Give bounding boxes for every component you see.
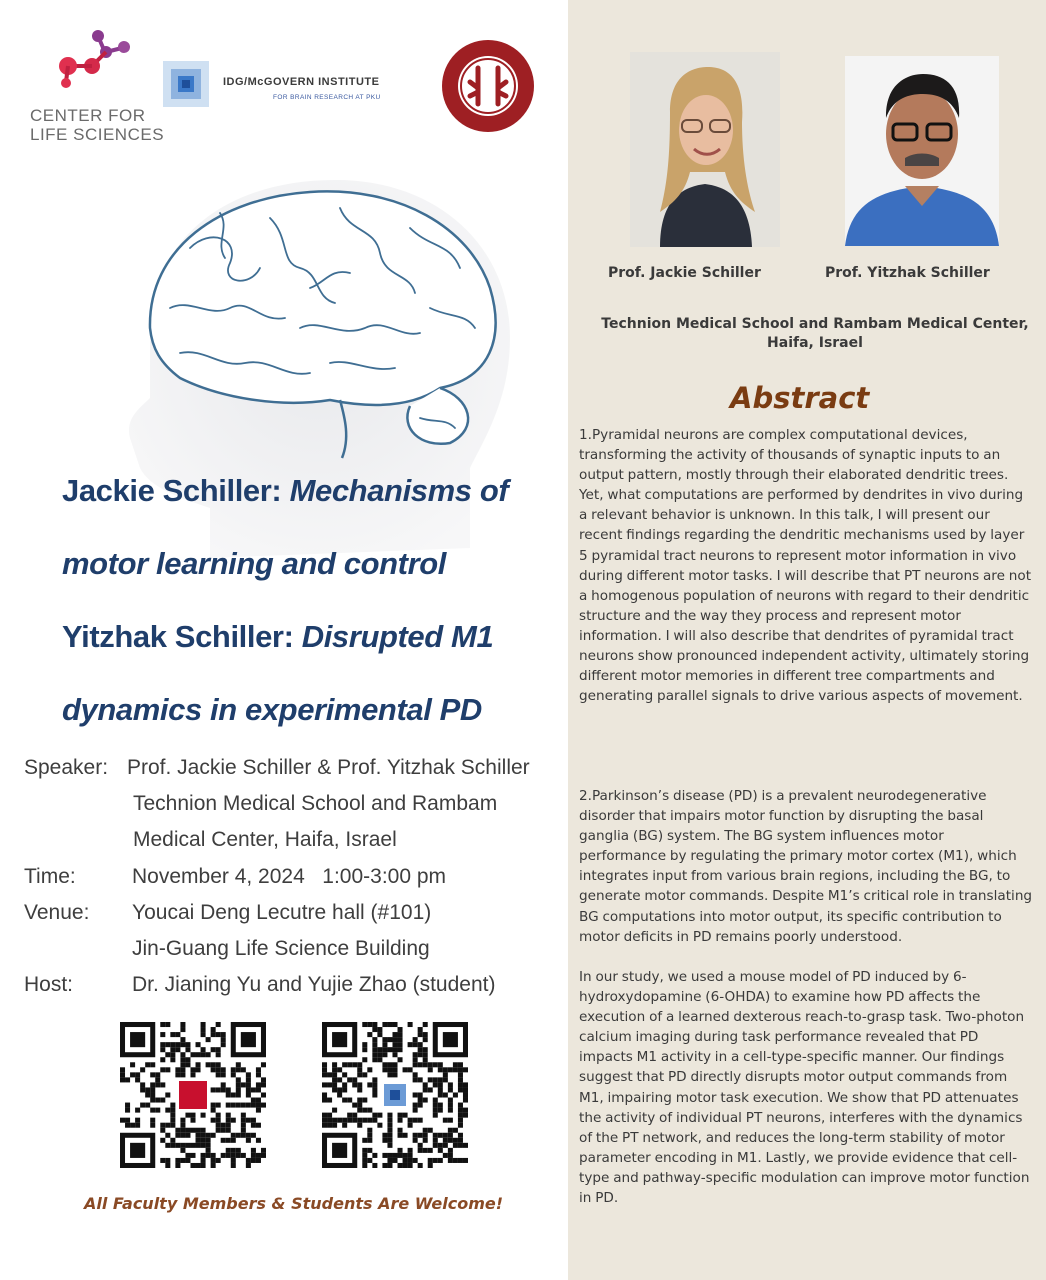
- title-topic-1a: Mechanisms of: [289, 473, 509, 508]
- speaker-name-1: Prof. Jackie Schiller: [608, 265, 761, 281]
- title-topic-2b: dynamics in experimental PD: [62, 692, 482, 727]
- venue-value-1: Youcai Deng Lecutre hall (#101): [132, 901, 432, 924]
- title-speaker-2: Yitzhak Schiller:: [62, 619, 302, 654]
- speaker-affil-2: Medical Center, Haifa, Israel: [133, 828, 397, 851]
- title-topic-1b: motor learning and control: [62, 546, 447, 581]
- speaker-name-2: Prof. Yitzhak Schiller: [825, 265, 990, 281]
- qr-code-idg[interactable]: [322, 1022, 468, 1168]
- time-label: Time:: [24, 865, 76, 888]
- host-label: Host:: [24, 973, 74, 996]
- venue-label: Venue:: [24, 901, 90, 924]
- abstract-paragraph-1: 1.Pyramidal neurons are complex computational devices, transforming the activity of thousands of synaptic inputs to an output pattern, mostly through their elaborated dendritic trees. Yet, what computations are performed by dendrites in vivo during a relevant behavior is unknown. In this talk, I will present our recent findings regarding the dendritic mechanisms used by layer 5 pyramidal tract neurons to represent motor information in vivo during different motor tasks. I will describe that PT neurons are not a homogenous population of neurons with regard to their dendritic structure and the way they process and represent motor information. I will also describe that dendrites of pyramidal tract neurons show pronounced independent activity, ultimately storing different motor memories in different tree compartments and generating parallel signals to drive various aspects of movement.: [579, 427, 1032, 705]
- title-speaker-1: Jackie Schiller:: [62, 473, 290, 508]
- qr-cls-center-icon: [176, 1078, 210, 1112]
- cls-line1: CENTER FOR: [30, 106, 146, 125]
- host-value: Dr. Jianing Yu and Yujie Zhao (student): [132, 973, 496, 996]
- idg-name: IDG/McGOVERN INSTITUTE: [223, 76, 380, 88]
- qr-code-cls[interactable]: [120, 1022, 266, 1168]
- qr-idg-center-icon: [380, 1080, 410, 1110]
- idg-square-icon: [163, 61, 209, 107]
- speaker-affil-1: Technion Medical School and Rambam: [133, 792, 498, 815]
- idg-subtitle: FOR BRAIN RESEARCH AT PKU: [273, 94, 381, 101]
- title-line-4: [62, 692, 482, 728]
- title-line-2: [62, 546, 446, 582]
- abstract-paragraph-3: In our study, we used a mouse model of PD induced by 6-hydroxydopamine (6-OHDA) to examine how PD affects the execution of a learned dexterous reach-to-grasp task. Two-photon calcium imaging during task performance revealed that PD impacts M1 activity in a cell-type-specific manner. Our findings suggest that PD directly disrupts motor output commands from M1, impairing motor task execution. We show that PD attenuates the activity of individual PT neurons, interferes with the dynamics of the PT network, and reduces the long-term stability of motor parameter encoding in M1. Lastly, we provide evidence that cell-type and pathway-specific modulation can improve motor function in PD.: [579, 969, 1030, 1207]
- abstract-heading: Abstract: [730, 381, 870, 415]
- venue-value-2: Jin-Guang Life Science Building: [132, 937, 430, 960]
- portrait-yitzhak: [845, 56, 999, 246]
- time-value: November 4, 2024 1:00-3:00 pm: [132, 865, 447, 888]
- speaker-value: Prof. Jackie Schiller & Prof. Yitzhak Schiller: [127, 756, 530, 779]
- cls-logo-text: [30, 106, 164, 144]
- welcome-message: All Faculty Members & Students Are Welcome!: [84, 1194, 504, 1213]
- abstract-paragraph-2: 2.Parkinson’s disease (PD) is a prevalent neurodegenerative disorder that impairs motor function by disrupting the basal ganglia (BG) system. The BG system influences motor performance by regulating the primary motor cortex (M1), which integrates input from various brain regions, including the BG, to generate motor commands. Despite M1’s critical role in translating BG computations into motor output, its specific contribution to motor deficits in PD remains poorly understood.: [579, 788, 1033, 945]
- title-topic-2a: Disrupted M1: [301, 619, 494, 654]
- speaker-label: Speaker:: [24, 756, 109, 779]
- cls-line2: LIFE SCIENCES: [30, 125, 165, 144]
- title-line-1: [62, 473, 508, 509]
- cls-molecule-icon: [54, 28, 134, 88]
- portrait-jackie: [630, 52, 780, 247]
- speaker-affiliation: Technion Medical School and Rambam Medical Center, Haifa, Israel: [601, 316, 1029, 351]
- idg-logo: [163, 61, 423, 105]
- photo-yitzhak-schiller: [845, 56, 999, 246]
- pku-seal: [440, 38, 536, 134]
- title-line-3: [62, 619, 493, 655]
- pku-seal-icon: [440, 38, 536, 134]
- photo-jackie-schiller: [630, 52, 780, 247]
- cls-logo: [30, 28, 170, 146]
